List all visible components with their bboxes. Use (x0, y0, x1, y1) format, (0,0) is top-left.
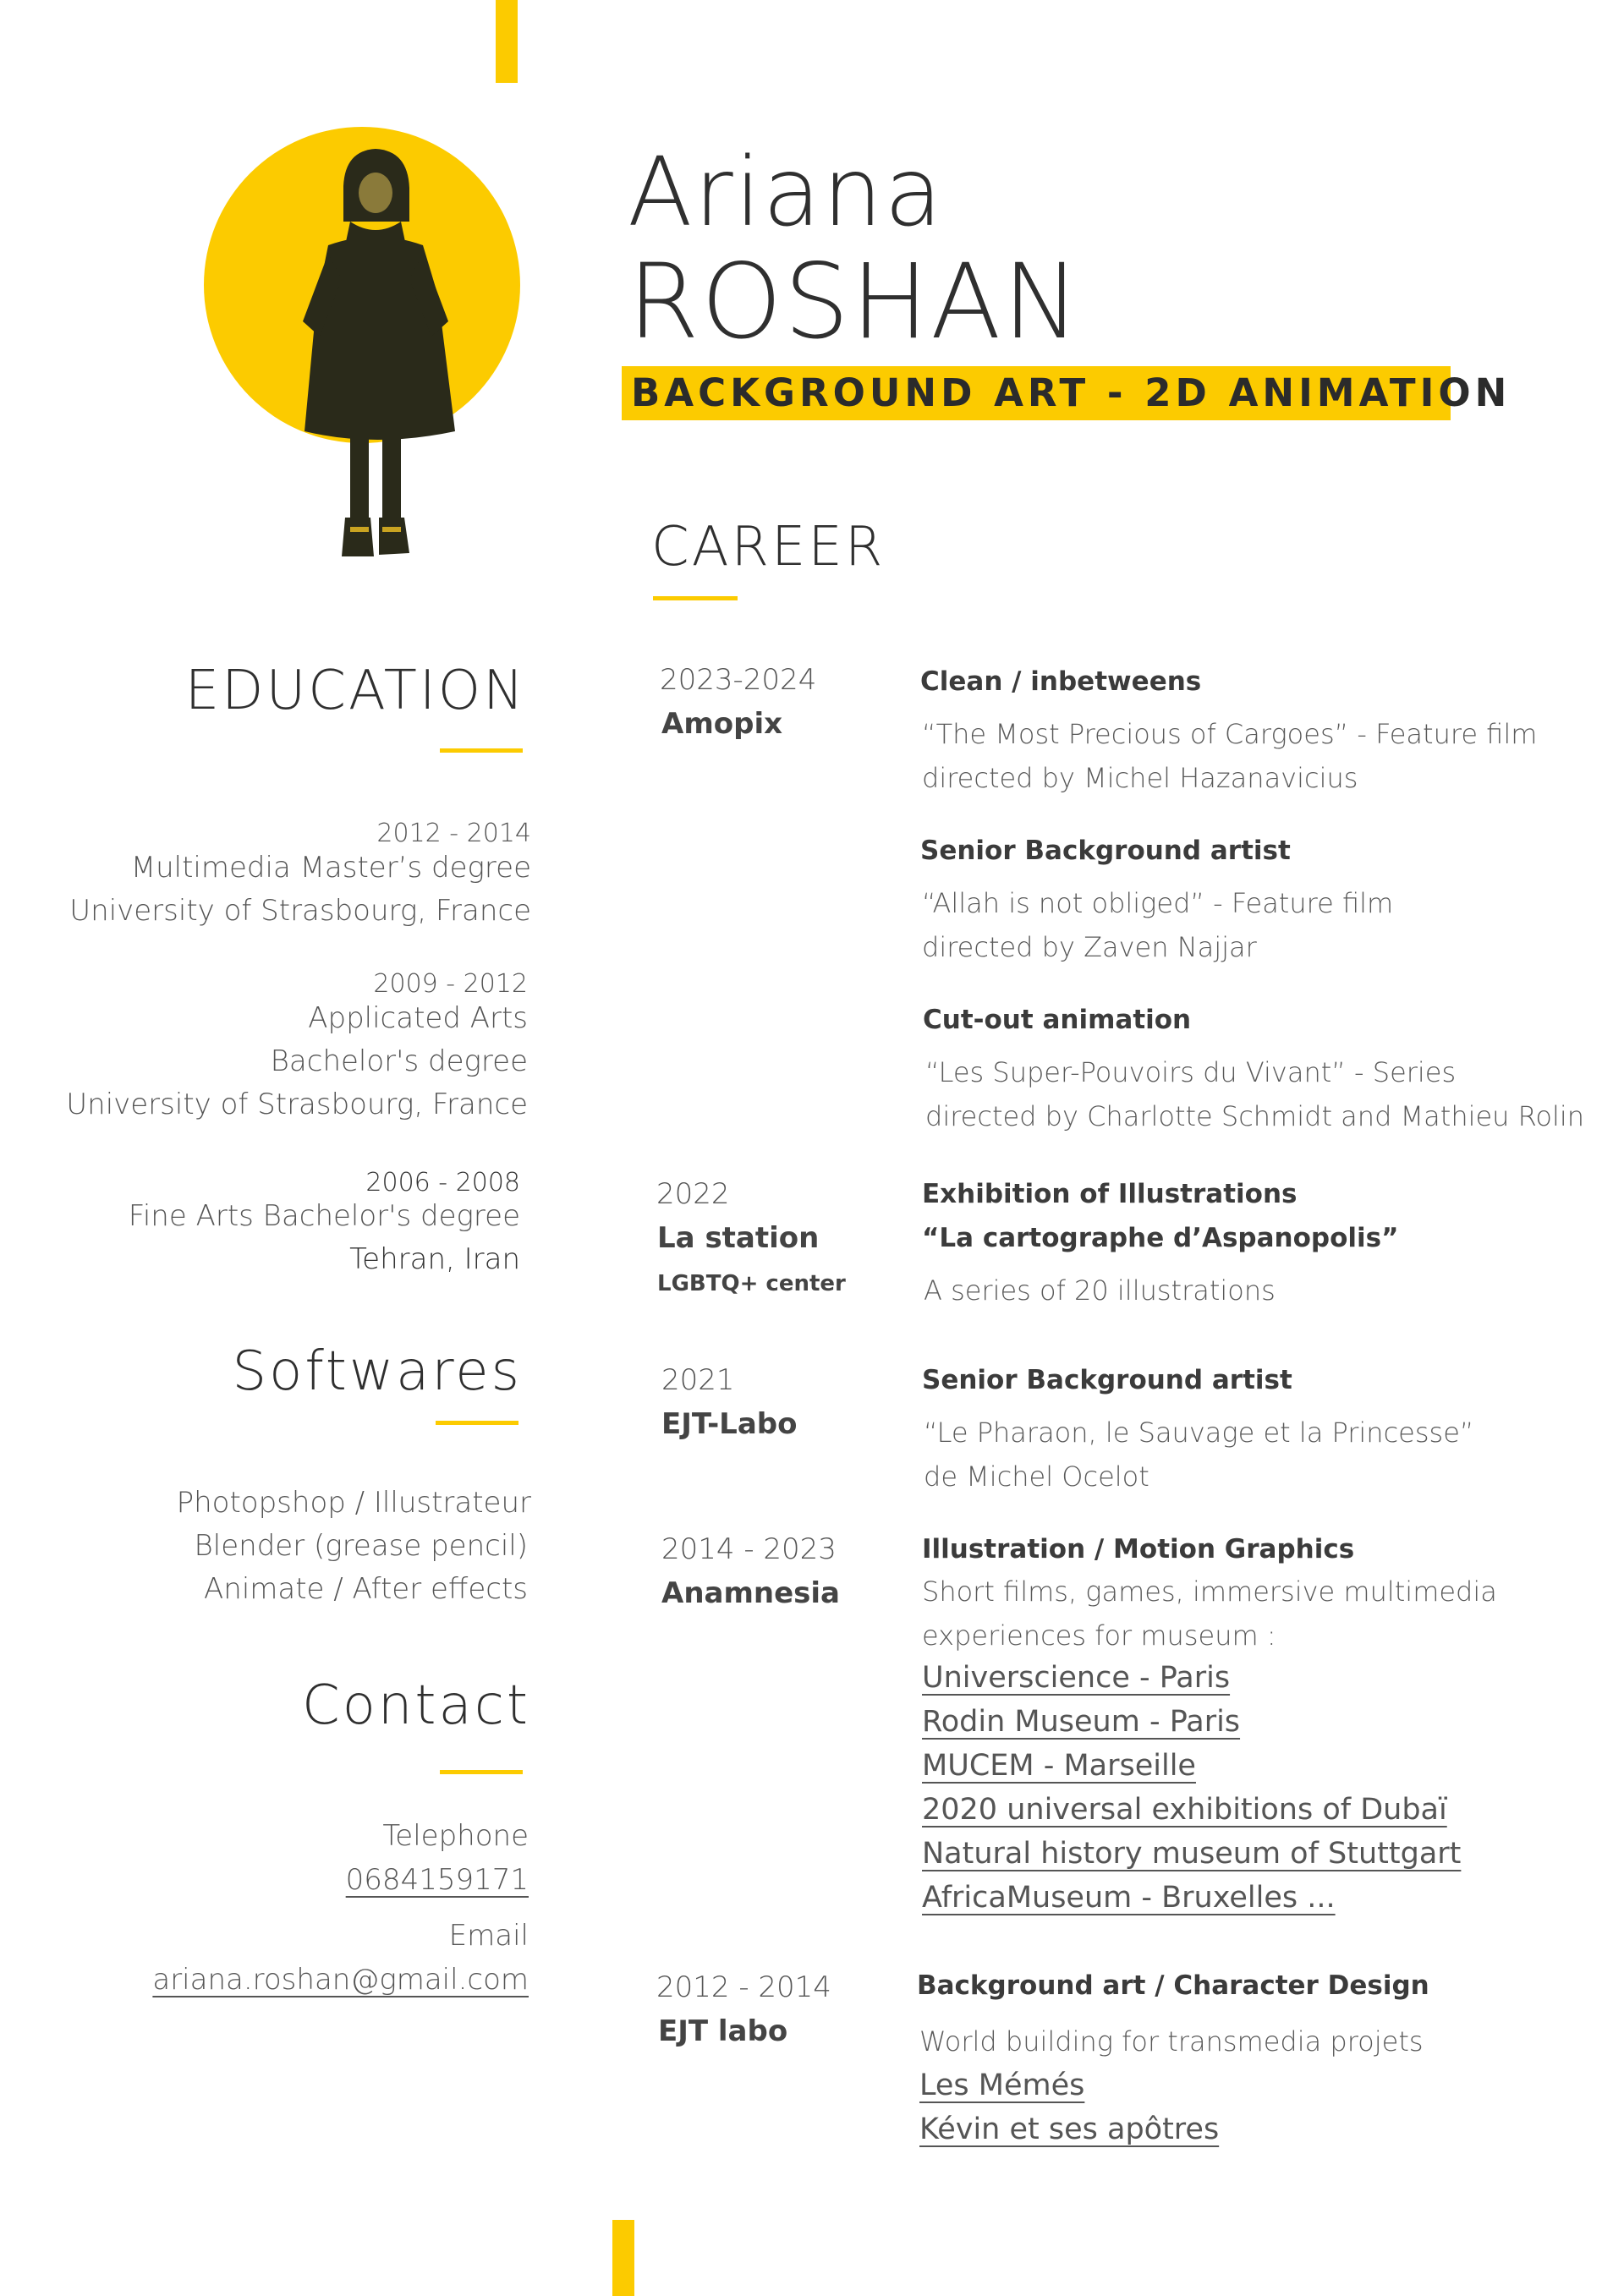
career-heading: CAREER (651, 516, 886, 578)
contact-underline (440, 1770, 523, 1774)
career-2-company: La station (657, 1221, 820, 1255)
career-3-years: 2021 (661, 1363, 735, 1397)
career-4-link-2[interactable]: Rodin Museum - Paris (922, 1705, 1241, 1739)
email-link[interactable]: ariana.roshan@gmail.com (152, 1963, 529, 1997)
education-1-line-1: Multimedia Master’s degree (130, 851, 531, 885)
career-1-years: 2023-2024 (660, 663, 817, 697)
software-3: Animate / After effects (204, 1572, 528, 1606)
career-1-company: Amopix (661, 707, 783, 741)
career-4-role-line-1: Short films, games, immersive multimedia (922, 1575, 1497, 1608)
career-4-role-title: Illustration / Motion Graphics (922, 1534, 1355, 1564)
job-subtitle: BACKGROUND ART - 2D ANIMATION (631, 370, 1512, 415)
bottom-accent-bar (612, 2220, 634, 2296)
education-2-years: 2009 - 2012 (373, 969, 528, 999)
career-1-role-1-line-2: directed by Michel Hazanavicius (922, 762, 1358, 794)
career-5-role-line-1: World building for transmedia projets (919, 2025, 1424, 2058)
career-5-link-2[interactable]: Kévin et ses apôtres (919, 2112, 1220, 2146)
telephone-label: Telephone (382, 1819, 529, 1853)
education-underline (440, 748, 523, 753)
career-4-link-1[interactable]: Universcience - Paris (922, 1661, 1231, 1695)
education-3-years: 2006 - 2008 (365, 1168, 520, 1197)
contact-heading: Contact (302, 1674, 530, 1737)
career-4-link-3[interactable]: MUCEM - Marseille (922, 1749, 1196, 1783)
career-4-link-5[interactable]: Natural history museum of Stuttgart (922, 1837, 1462, 1871)
education-heading: EDUCATION (184, 660, 526, 722)
career-3-company: EJT-Labo (661, 1407, 798, 1441)
career-3-role-line-1: “Le Pharaon, le Sauvage et la Princesse” (924, 1417, 1474, 1449)
education-2-line-2: Bachelor's degree (270, 1044, 528, 1078)
career-1-role-1-title: Clean / inbetweens (920, 666, 1202, 697)
career-5-role-title: Background art / Character Design (917, 1970, 1429, 2001)
career-2-role-title-2: “La cartographe d’Aspanopolis” (922, 1223, 1399, 1253)
career-2-role-title: Exhibition of Illustrations (922, 1179, 1298, 1209)
career-4-company: Anamnesia (661, 1576, 840, 1610)
career-2-role-line-1: A series of 20 illustrations (924, 1274, 1276, 1307)
softwares-underline (436, 1421, 518, 1425)
career-4-role-line-2: experiences for museum : (922, 1619, 1276, 1652)
career-4-link-6[interactable]: AfricaMuseum - Bruxelles ... (922, 1881, 1336, 1915)
portrait-photo (201, 127, 523, 567)
education-2-line-1: Applicated Arts (308, 1001, 528, 1035)
career-2-years: 2022 (656, 1177, 730, 1211)
career-underline (653, 596, 738, 600)
education-2-line-3: University of Strasbourg, France (66, 1088, 528, 1121)
career-1-role-2-title: Senior Background artist (920, 836, 1291, 866)
career-1-role-2-line-2: directed by Zaven Najjar (922, 931, 1257, 963)
email-label: Email (448, 1919, 529, 1953)
software-2: Blender (grease pencil) (194, 1529, 528, 1563)
career-1-role-3-line-1: “Les Super-Pouvoirs du Vivant” - Series (925, 1056, 1457, 1088)
career-1-role-3-line-2: directed by Charlotte Schmidt and Mathieu Rolin (925, 1100, 1585, 1132)
career-3-role-title: Senior Background artist (922, 1365, 1292, 1395)
career-1-role-1-line-1: “The Most Precious of Cargoes” - Feature film (922, 718, 1538, 750)
education-1-years: 2012 - 2014 (376, 819, 531, 848)
career-4-years: 2014 - 2023 (661, 1532, 837, 1566)
telephone-link[interactable]: 0684159171 (345, 1863, 529, 1897)
first-name: Ariana (628, 138, 945, 248)
career-2-note: LGBTQ+ center (657, 1271, 846, 1296)
career-3-role-line-2: de Michel Ocelot (924, 1460, 1149, 1493)
career-5-company: EJT labo (658, 2014, 788, 2048)
education-1-line-2: University of Strasbourg, France (69, 894, 531, 928)
education-3-line-1: Fine Arts Bachelor's degree (128, 1199, 520, 1233)
career-4-link-4[interactable]: 2020 universal exhibitions of Dubaï (922, 1793, 1447, 1827)
softwares-heading: Softwares (232, 1340, 522, 1403)
software-1: Photopshop / Illustrateur (176, 1486, 531, 1520)
career-1-role-3-title: Cut-out animation (923, 1005, 1192, 1035)
education-3-line-2: Tehran, Iran (349, 1242, 520, 1276)
career-5-link-1[interactable]: Les Mémés (919, 2069, 1085, 2102)
career-5-years: 2012 - 2014 (656, 1970, 831, 2004)
top-accent-bar (496, 0, 518, 83)
last-name: ROSHAN (628, 242, 1082, 362)
career-1-role-2-line-1: “Allah is not obliged” - Feature film (922, 887, 1394, 919)
